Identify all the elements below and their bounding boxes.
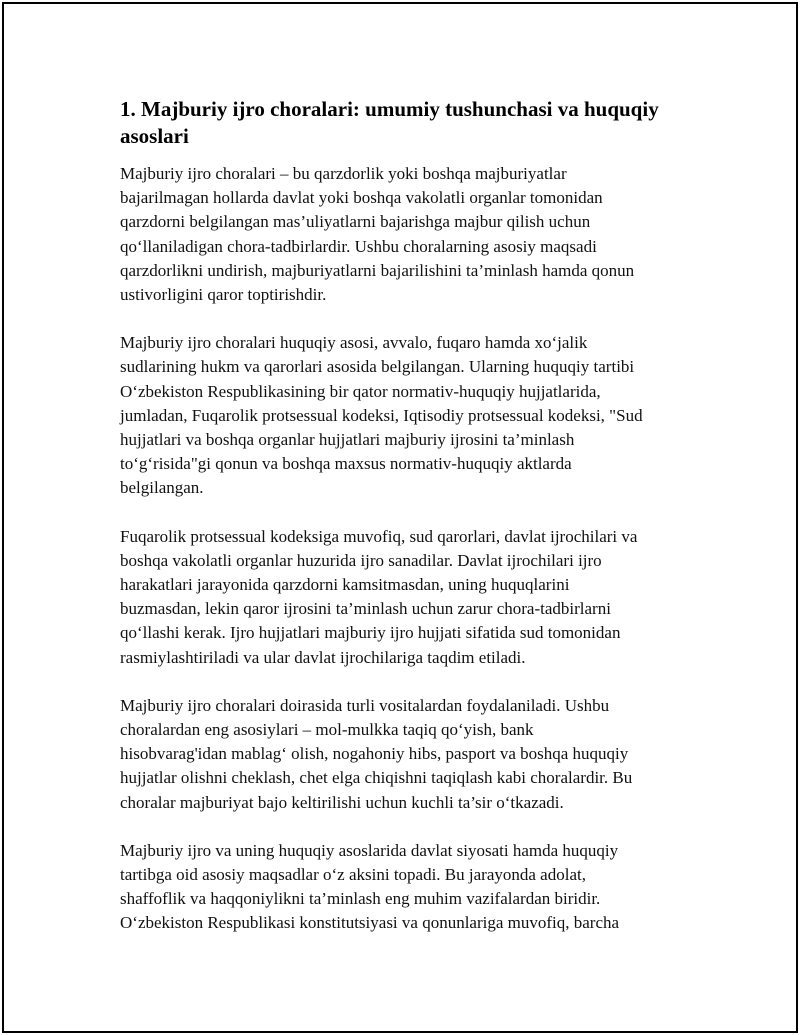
text-line: tartibga oid asosiy maqsadlar o‘z aksini topadi. Bu jarayonda adolat,: [120, 865, 586, 885]
paragraph: [120, 839, 700, 936]
heading-line: 1. Majburiy ijro choralari: umumiy tushunchasi va huquqiy: [120, 97, 659, 121]
text-line: choralar majburiyat bajo keltirilishi uchun kuchli ta’sir o‘tkazadi.: [120, 792, 564, 812]
heading-line: asoslari: [120, 124, 189, 148]
text-line: buzmasdan, lekin qaror ijrosini ta’minlash uchun zarur chora-tadbirlarni: [120, 599, 611, 619]
text-line: rasmiylashtiriladi va ular davlat ijrochilariga taqdim etiladi.: [120, 647, 526, 667]
text-line: bajarilmagan hollarda davlat yoki boshqa vakolatli organlar tomonidan: [120, 188, 603, 208]
text-line: harakatlari jarayonida qarzdorni kamsitmasdan, uning huquqlarini: [120, 575, 570, 595]
paragraph: [120, 694, 700, 815]
text-line: jumladan, Fuqarolik protsessual kodeksi, Iqtisodiy protsessual kodeksi, "Sud: [120, 405, 643, 425]
paragraph: [120, 162, 700, 307]
text-line: qarzdorni belgilangan mas’uliyatlarni bajarishga majbur qilish uchun: [120, 212, 591, 232]
document-page: [2, 2, 798, 1033]
document-content: [120, 96, 700, 960]
text-line: choralardan eng asosiylari – mol-mulkka taqiq qo‘yish, bank: [120, 720, 534, 740]
text-line: Majburiy ijro choralari huquqiy asosi, avvalo, fuqaro hamda xo‘jalik: [120, 333, 588, 353]
text-line: O‘zbekiston Respublikasining bir qator normativ-huquqiy hujjatlarida,: [120, 381, 601, 401]
text-line: qo‘llashi kerak. Ijro hujjatlari majburiy ijro hujjati sifatida sud tomonidan: [120, 623, 621, 643]
paragraph: [120, 525, 700, 670]
text-line: qo‘llaniladigan chora-tadbirlardir. Ushbu choralarning asosiy maqsadi: [120, 236, 597, 256]
text-line: ustivorligini qaror toptirishdir.: [120, 285, 327, 305]
section-heading: [120, 96, 700, 150]
text-line: O‘zbekiston Respublikasi konstitutsiyasi va qonunlariga muvofiq, barcha: [120, 913, 620, 933]
text-line: to‘g‘risida"gi qonun va boshqa maxsus normativ-huquqiy aktlarda: [120, 454, 572, 474]
text-line: hujjatlar olishni cheklash, chet elga chiqishni taqiqlash kabi choralardir. Bu: [120, 768, 633, 788]
text-line: Majburiy ijro choralari doirasida turli vositalardan foydalaniladi. Ushbu: [120, 695, 610, 715]
text-line: belgilangan.: [120, 478, 204, 498]
text-line: shaffoflik va haqqoniylikni ta’minlash eng muhim vazifalardan biridir.: [120, 889, 601, 909]
paragraph: [120, 331, 700, 500]
text-line: boshqa vakolatli organlar huzurida ijro sanadilar. Davlat ijrochilari ijro: [120, 550, 602, 570]
text-line: Majburiy ijro va uning huquqiy asoslarida davlat siyosati hamda huquqiy: [120, 840, 619, 860]
text-line: Majburiy ijro choralari – bu qarzdorlik yoki boshqa majburiyatlar: [120, 164, 567, 183]
text-line: hujjatlari va boshqa organlar hujjatlari majburiy ijrosini ta’minlash: [120, 430, 575, 450]
text-line: sudlarining hukm va qarorlari asosida belgilangan. Ularning huquqiy tartibi: [120, 357, 635, 377]
text-line: Fuqarolik protsessual kodeksiga muvofiq, sud qarorlari, davlat ijrochilari va: [120, 526, 638, 546]
text-line: qarzdorlikni undirish, majburiyatlarni bajarilishini ta’minlash hamda qonun: [120, 260, 635, 280]
text-line: hisobvarag'idan mablag‘ olish, nogahoniy hibs, pasport va boshqa huquqiy: [120, 744, 629, 764]
